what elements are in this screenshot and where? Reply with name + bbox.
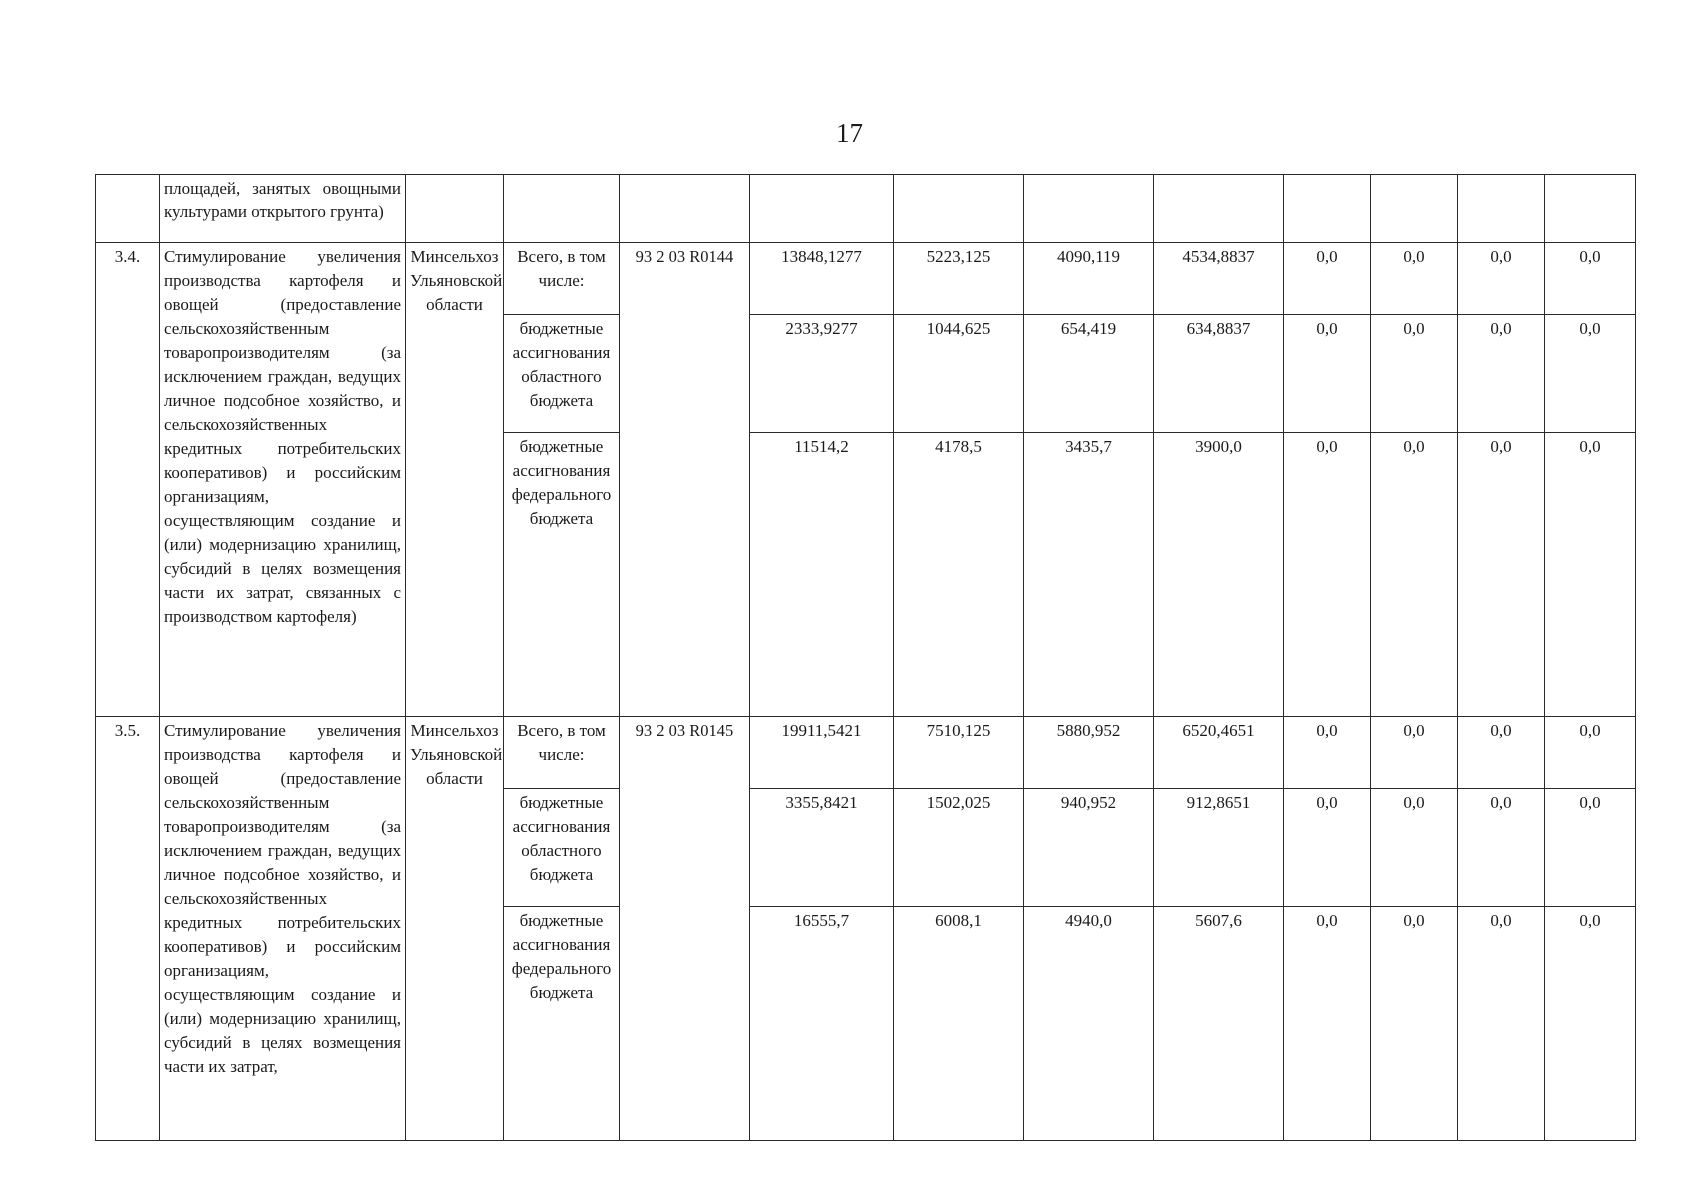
cell-value: 5607,6 bbox=[1154, 907, 1284, 1141]
cell-value: 0,0 bbox=[1545, 907, 1636, 1141]
cell-description: площадей, занятых овощными культурами открытого грунта) bbox=[160, 175, 406, 243]
table-row bbox=[96, 243, 1636, 315]
cell-value: 0,0 bbox=[1458, 433, 1545, 717]
cell-value: 0,0 bbox=[1371, 243, 1458, 315]
cell-value: 16555,7 bbox=[750, 907, 894, 1141]
cell-value: 0,0 bbox=[1545, 243, 1636, 315]
cell-value bbox=[1371, 175, 1458, 243]
cell-value bbox=[1545, 175, 1636, 243]
cell-value: 5223,125 bbox=[894, 243, 1024, 315]
cell-description: Стимулирование увеличения производства картофеля и овощей (предоставление сельскохозяйственным товаропроизводителям (за исключением граждан, ведущих личное подсобное хозяйство, и сельскохозяйственных кредитных потребительских кооперативов) и российским организациям, осуществляющим создание и (или) модернизацию хранилищ, субсидий в целях возмещения части их затрат, bbox=[160, 717, 406, 1141]
cell-value: 5880,952 bbox=[1024, 717, 1154, 789]
cell-value bbox=[894, 175, 1024, 243]
cell-value: 0,0 bbox=[1284, 789, 1371, 907]
cell-num: 3.5. bbox=[96, 717, 160, 1141]
cell-value: 0,0 bbox=[1458, 789, 1545, 907]
cell-value: 11514,2 bbox=[750, 433, 894, 717]
cell-value: 2333,9277 bbox=[750, 315, 894, 433]
cell-value: 4940,0 bbox=[1024, 907, 1154, 1141]
cell-value bbox=[1154, 175, 1284, 243]
cell-value: 0,0 bbox=[1284, 717, 1371, 789]
cell-num bbox=[96, 175, 160, 243]
cell-value: 0,0 bbox=[1545, 789, 1636, 907]
budget-table bbox=[95, 174, 1636, 1141]
cell-value: 0,0 bbox=[1545, 433, 1636, 717]
cell-executor bbox=[406, 175, 504, 243]
cell-value: 634,8837 bbox=[1154, 315, 1284, 433]
cell-value: 0,0 bbox=[1284, 433, 1371, 717]
cell-source: бюджетные ассигнования областного бюджета bbox=[504, 315, 620, 433]
cell-value: 3355,8421 bbox=[750, 789, 894, 907]
cell-value: 3900,0 bbox=[1154, 433, 1284, 717]
cell-code bbox=[620, 175, 750, 243]
cell-value: 654,419 bbox=[1024, 315, 1154, 433]
cell-value bbox=[1458, 175, 1545, 243]
cell-value: 0,0 bbox=[1284, 315, 1371, 433]
cell-value: 13848,1277 bbox=[750, 243, 894, 315]
cell-source: бюджетные ассигнования областного бюджета bbox=[504, 789, 620, 907]
cell-value: 0,0 bbox=[1458, 717, 1545, 789]
cell-value: 0,0 bbox=[1371, 907, 1458, 1141]
cell-value: 4090,119 bbox=[1024, 243, 1154, 315]
cell-value bbox=[750, 175, 894, 243]
cell-source: Всего, в том числе: bbox=[504, 717, 620, 789]
cell-source: Всего, в том числе: bbox=[504, 243, 620, 315]
cell-source bbox=[504, 175, 620, 243]
cell-value: 0,0 bbox=[1545, 315, 1636, 433]
table-row-continued bbox=[96, 175, 1636, 243]
cell-value: 0,0 bbox=[1458, 243, 1545, 315]
cell-value: 0,0 bbox=[1458, 907, 1545, 1141]
cell-num: 3.4. bbox=[96, 243, 160, 717]
cell-code: 93 2 03 R0144 bbox=[620, 243, 750, 717]
cell-code: 93 2 03 R0145 bbox=[620, 717, 750, 1141]
cell-value bbox=[1284, 175, 1371, 243]
cell-value: 0,0 bbox=[1371, 315, 1458, 433]
cell-value: 0,0 bbox=[1371, 717, 1458, 789]
cell-value: 940,952 bbox=[1024, 789, 1154, 907]
cell-value: 0,0 bbox=[1371, 789, 1458, 907]
cell-value: 4534,8837 bbox=[1154, 243, 1284, 315]
cell-value: 0,0 bbox=[1284, 243, 1371, 315]
cell-value: 3435,7 bbox=[1024, 433, 1154, 717]
cell-value: 912,8651 bbox=[1154, 789, 1284, 907]
cell-value: 6008,1 bbox=[894, 907, 1024, 1141]
cell-value: 4178,5 bbox=[894, 433, 1024, 717]
cell-value: 0,0 bbox=[1458, 315, 1545, 433]
table-body bbox=[96, 175, 1636, 1141]
cell-value: 1044,625 bbox=[894, 315, 1024, 433]
cell-source: бюджетные ассигнования федерального бюджета bbox=[504, 433, 620, 717]
cell-source: бюджетные ассигнования федерального бюджета bbox=[504, 907, 620, 1141]
cell-value: 0,0 bbox=[1545, 717, 1636, 789]
cell-description: Стимулирование увеличения производства картофеля и овощей (предоставление сельскохозяйственным товаропроизводителям (за исключением граждан, ведущих личное подсобное хозяйство, и сельскохозяйственных кредитных потребительских кооперативов) и российским организациям, осуществляющим создание и (или) модернизацию хранилищ, субсидий в целях возмещения части их затрат, связанных с производством картофеля) bbox=[160, 243, 406, 717]
cell-executor: Минсельхоз Ульяновской области bbox=[406, 243, 504, 717]
cell-value bbox=[1024, 175, 1154, 243]
cell-value: 0,0 bbox=[1284, 907, 1371, 1141]
cell-executor: Минсельхоз Ульяновской области bbox=[406, 717, 504, 1141]
cell-value: 7510,125 bbox=[894, 717, 1024, 789]
table-row bbox=[96, 717, 1636, 789]
page-number: 17 bbox=[836, 118, 863, 148]
cell-value: 6520,4651 bbox=[1154, 717, 1284, 789]
cell-value: 1502,025 bbox=[894, 789, 1024, 907]
cell-value: 0,0 bbox=[1371, 433, 1458, 717]
cell-value: 19911,5421 bbox=[750, 717, 894, 789]
